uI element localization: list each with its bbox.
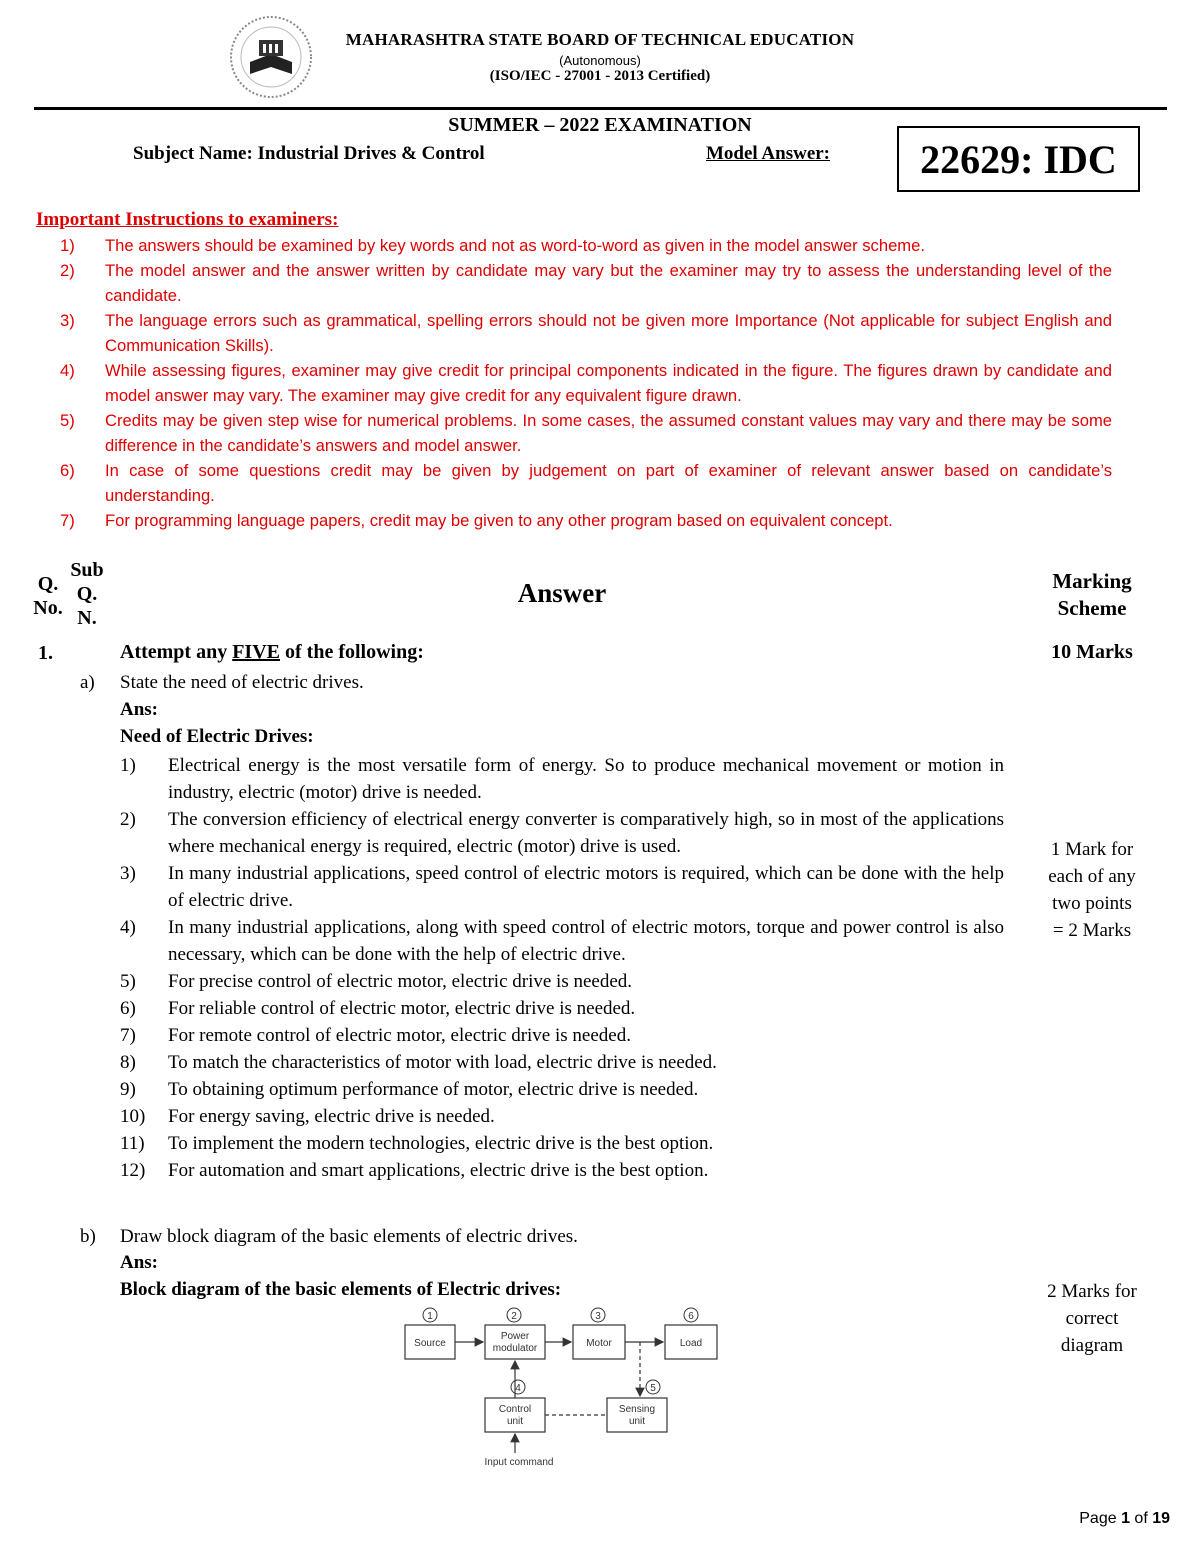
power-label-1: Power bbox=[500, 1331, 530, 1342]
instruction-number: 4) bbox=[60, 361, 75, 380]
point-text: For precise control of electric motor, electric drive is needed. bbox=[168, 971, 633, 992]
point-number: 7) bbox=[120, 1025, 136, 1046]
need-points-list bbox=[120, 752, 1004, 1184]
step-number: 5 bbox=[650, 1383, 656, 1394]
instruction-number: 2) bbox=[60, 261, 75, 280]
instruction-item bbox=[60, 233, 1112, 258]
header-divider bbox=[34, 107, 1167, 110]
part-a-marking bbox=[1030, 836, 1154, 944]
question-heading-emphasis: FIVE bbox=[232, 641, 281, 663]
board-logo bbox=[228, 14, 314, 100]
instruction-item bbox=[60, 308, 1112, 358]
step-number: 1 bbox=[427, 1311, 433, 1322]
instruction-item bbox=[60, 458, 1112, 508]
instruction-item bbox=[60, 358, 1112, 408]
question-number: 1. bbox=[38, 642, 53, 664]
answer-header: Answer bbox=[517, 578, 607, 608]
q-no-header-line1: Q. bbox=[37, 573, 59, 595]
input-command-label: Input command bbox=[484, 1457, 554, 1468]
marking-line: 2 Marks for bbox=[1047, 1281, 1137, 1302]
source-label: Source bbox=[414, 1338, 446, 1349]
sensing-label-1: Sensing bbox=[618, 1404, 656, 1415]
point-text: In many industrial applications, speed control of electric motors is required, which can be done with the help of electric drive. bbox=[168, 863, 1004, 911]
point-text: To match the characteristics of motor with load, electric drive is needed. bbox=[168, 1052, 717, 1073]
point-text: For automation and smart applications, electric drive is the best option. bbox=[168, 1160, 709, 1181]
q-no-header-line2: No. bbox=[33, 597, 63, 619]
exam-title: SUMMER – 2022 EXAMINATION bbox=[448, 114, 752, 136]
marking-line: 1 Mark for bbox=[1050, 839, 1134, 860]
sub-q-header-line3: N. bbox=[77, 607, 97, 629]
control-label-1: Control bbox=[498, 1404, 532, 1415]
list-item bbox=[120, 1022, 1004, 1049]
instruction-item bbox=[60, 258, 1112, 308]
list-item bbox=[120, 1157, 1004, 1184]
list-item bbox=[120, 1103, 1004, 1130]
question-marks: 10 Marks bbox=[1051, 641, 1133, 663]
instructions-list bbox=[60, 233, 1112, 533]
point-text: In many industrial applications, along with speed control of electric motors, torque and power control is also necessary, which can be done with the help of electric drive. bbox=[168, 917, 1004, 965]
page-current: 1 bbox=[1121, 1510, 1130, 1527]
marking-header-line1: Marking bbox=[1052, 569, 1132, 593]
marking-line: correct bbox=[1065, 1308, 1119, 1329]
sub-q-header-line2: Q. bbox=[76, 583, 98, 605]
list-item bbox=[120, 968, 1004, 995]
part-b-title: Block diagram of the basic elements of Electric drives: bbox=[120, 1279, 562, 1300]
point-number: 4) bbox=[120, 917, 136, 938]
question-heading-pre: Attempt any bbox=[120, 641, 233, 663]
point-number: 1) bbox=[120, 755, 136, 776]
list-item bbox=[120, 1049, 1004, 1076]
marking-line: diagram bbox=[1060, 1335, 1124, 1356]
model-answer-label: Model Answer: bbox=[706, 143, 831, 164]
marking-header-line2: Scheme bbox=[1057, 596, 1127, 620]
instruction-text: The model answer and the answer written by candidate may vary but the examiner may try to assess the understanding level of the candidate. bbox=[105, 261, 1112, 305]
marking-line: each of any bbox=[1048, 866, 1136, 887]
certification-label: (ISO/IEC - 27001 - 2013 Certified) bbox=[489, 68, 711, 84]
instruction-text: In case of some questions credit may be given by judgement on part of examiner of relevant answer based on candidate’s understanding. bbox=[105, 461, 1112, 505]
list-item bbox=[120, 752, 1004, 806]
page-total: 19 bbox=[1152, 1510, 1170, 1527]
marking-line: two points bbox=[1052, 893, 1132, 914]
instruction-number: 3) bbox=[60, 311, 75, 330]
question-heading bbox=[120, 641, 424, 664]
part-a-label: a) bbox=[80, 672, 95, 693]
instruction-text: While assessing figures, examiner may give credit for principal components indicated in the figure. The figures drawn by candidate and model answer may vary. The examiner may give credit for any equivalent figure drawn. bbox=[105, 361, 1112, 405]
point-text: For energy saving, electric drive is needed. bbox=[168, 1106, 495, 1127]
instruction-item bbox=[60, 408, 1112, 458]
part-b-marking bbox=[1030, 1278, 1154, 1359]
instruction-number: 7) bbox=[60, 511, 75, 530]
part-a-title: Need of Electric Drives: bbox=[120, 726, 314, 747]
subject-name: Subject Name: Industrial Drives & Control bbox=[133, 143, 485, 164]
marking-line: = 2 Marks bbox=[1052, 920, 1132, 941]
sub-q-header bbox=[62, 558, 112, 630]
step-number: 2 bbox=[511, 1311, 517, 1322]
page-number bbox=[1040, 1510, 1170, 1528]
instruction-text: Credits may be given step wise for numerical problems. In some cases, the assumed constant values may vary and there may be some difference in the candidate’s answers and model answer. bbox=[105, 411, 1112, 455]
instructions-heading: Important Instructions to examiners: bbox=[36, 209, 339, 230]
list-item bbox=[120, 1076, 1004, 1103]
instruction-item bbox=[60, 508, 1112, 533]
electric-drive-block-diagram bbox=[395, 1303, 735, 1473]
part-b-question: Draw block diagram of the basic elements of electric drives. bbox=[120, 1226, 578, 1247]
point-text: For reliable control of electric motor, electric drive is needed. bbox=[168, 998, 636, 1019]
instruction-text: For programming language papers, credit may be given to any other program based on equivalent concept. bbox=[105, 511, 893, 530]
list-item bbox=[120, 914, 1004, 968]
point-number: 8) bbox=[120, 1052, 136, 1073]
step-number: 6 bbox=[688, 1311, 694, 1322]
instruction-text: The answers should be examined by key words and not as word-to-word as given in the model answer scheme. bbox=[105, 236, 925, 255]
point-number: 12) bbox=[120, 1160, 146, 1181]
point-number: 2) bbox=[120, 809, 136, 830]
part-b-label: b) bbox=[80, 1226, 96, 1247]
step-number: 4 bbox=[515, 1383, 521, 1394]
autonomous-label: (Autonomous) bbox=[559, 53, 641, 68]
point-text: To obtaining optimum performance of motor, electric drive is needed. bbox=[168, 1079, 699, 1100]
list-item bbox=[120, 1130, 1004, 1157]
list-item bbox=[120, 995, 1004, 1022]
list-item bbox=[120, 806, 1004, 860]
part-a-question: State the need of electric drives. bbox=[120, 672, 364, 693]
page-mid: of bbox=[1129, 1510, 1153, 1527]
part-b-ans-label: Ans: bbox=[120, 1252, 159, 1273]
motor-label: Motor bbox=[586, 1338, 612, 1349]
point-text: For remote control of electric motor, electric drive is needed. bbox=[168, 1025, 631, 1046]
point-number: 5) bbox=[120, 971, 136, 992]
point-number: 9) bbox=[120, 1079, 136, 1100]
page-pre: Page bbox=[1079, 1510, 1122, 1527]
instruction-number: 5) bbox=[60, 411, 75, 430]
load-label: Load bbox=[679, 1338, 703, 1349]
point-text: To implement the modern technologies, electric drive is the best option. bbox=[168, 1133, 714, 1154]
power-label-2: modulator bbox=[492, 1343, 538, 1354]
instruction-number: 1) bbox=[60, 236, 75, 255]
point-number: 6) bbox=[120, 998, 136, 1019]
sub-q-header-line1: Sub bbox=[70, 559, 104, 581]
marking-scheme-header bbox=[1030, 568, 1154, 622]
point-text: Electrical energy is the most versatile form of energy. So to produce mechanical movement or motion in industry, electric (motor) drive is needed. bbox=[168, 755, 1004, 803]
board-title: MAHARASHTRA STATE BOARD OF TECHNICAL EDUCATION bbox=[345, 30, 855, 49]
point-number: 3) bbox=[120, 863, 136, 884]
point-text: The conversion efficiency of electrical energy converter is comparatively high, so in most of the applications where mechanical energy is required, electric (motor) drive is used. bbox=[168, 809, 1004, 857]
instruction-number: 6) bbox=[60, 461, 75, 480]
instruction-text: The language errors such as grammatical, spelling errors should not be given more Importance (Not applicable for subject English and Communication Skills). bbox=[105, 311, 1112, 355]
question-heading-post: of the following: bbox=[280, 641, 424, 663]
sensing-label-2: unit bbox=[628, 1416, 646, 1427]
step-number: 3 bbox=[595, 1311, 601, 1322]
point-number: 10) bbox=[120, 1106, 146, 1127]
control-label-2: unit bbox=[506, 1416, 524, 1427]
list-item bbox=[120, 860, 1004, 914]
point-number: 11) bbox=[120, 1133, 145, 1154]
subject-code-box: 22629: IDC bbox=[897, 126, 1140, 192]
part-a-ans-label: Ans: bbox=[120, 699, 159, 720]
